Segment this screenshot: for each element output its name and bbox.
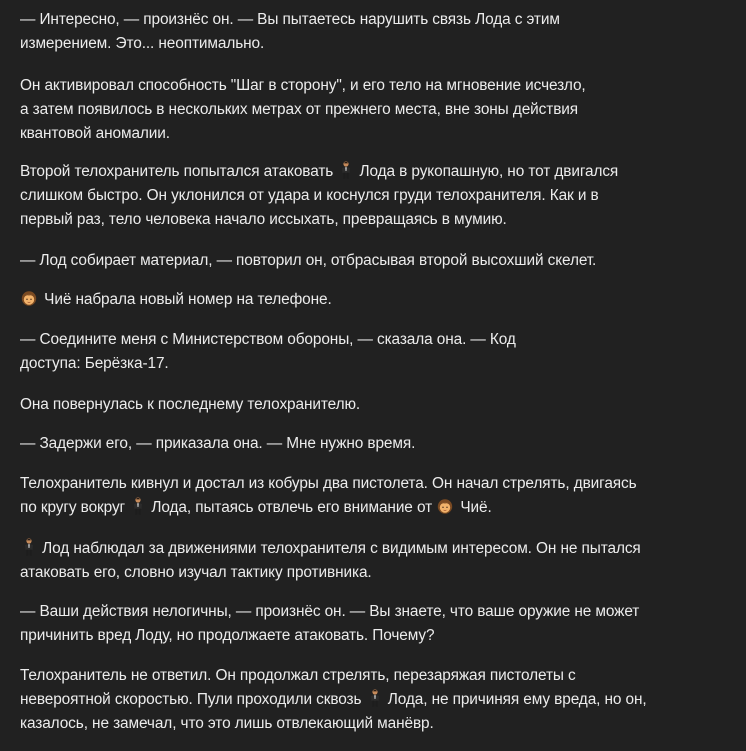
paragraph	[20, 537, 641, 585]
paragraph	[20, 472, 637, 520]
text-line: квантовой аномалии.	[20, 125, 170, 142]
text-fragment: Второй телохранитель попытался атаковать	[20, 163, 338, 180]
girl-face-icon	[20, 289, 38, 307]
paragraph	[20, 328, 516, 376]
paragraph	[20, 249, 596, 273]
paragraph	[20, 393, 360, 417]
text-line: — Соедините меня с Министерством обороны, — сказала она. — Код	[20, 331, 516, 348]
text-fragment: по кругу вокруг	[20, 499, 130, 516]
text-fragment: невероятной скоростью. Пули проходили сквозь	[20, 691, 366, 708]
paragraph	[20, 74, 586, 146]
girl-face-icon	[436, 497, 454, 515]
text-line: — Лод собирает материал, — повторил он, отбрасывая второй высохший скелет.	[20, 252, 597, 269]
text-line: — Задержи его, — приказала она. — Мне нужно время.	[20, 435, 416, 452]
text-line: Он активировал способность "Шаг в сторону", и его тело на мгновение исчезло,	[20, 77, 586, 94]
text-line: слишком быстро. Он уклонился от удара и коснулся груди телохранителя. Как и в	[20, 187, 599, 204]
paragraph	[20, 664, 647, 736]
paragraph	[20, 432, 415, 456]
paragraph	[20, 288, 332, 312]
text-fragment: Лода, пытаясь отвлечь его внимание от	[147, 499, 437, 516]
text-line: причинить вред Лоду, но продолжаете атаковать. Почему?	[20, 627, 435, 644]
man-in-suit-icon	[368, 689, 382, 707]
text-fragment: Чиё.	[456, 499, 492, 516]
man-in-suit-icon	[22, 538, 36, 556]
man-in-suit-icon	[131, 497, 145, 515]
text-line: первый раз, тело человека начало иссыхать, превращаясь в мумию.	[20, 211, 507, 228]
paragraph	[20, 8, 560, 56]
text-fragment: Лода в рукопашную, но тот двигался	[355, 163, 619, 180]
text-line: казалось, не замечал, что это лишь отвлекающий манёвр.	[20, 715, 434, 732]
text-line: — Ваши действия нелогичны, — произнёс он. — Вы знаете, что ваше оружие не может	[20, 603, 640, 620]
text-fragment: Лод наблюдал за движениями телохранителя с видимым интересом. Он не пытался	[38, 540, 641, 557]
paragraph	[20, 160, 618, 232]
text-line: измерением. Это... неоптимально.	[20, 35, 265, 52]
paragraph	[20, 600, 639, 648]
text-fragment: Чиё набрала новый номер на телефоне.	[40, 291, 332, 308]
text-line: Телохранитель кивнул и достал из кобуры два пистолета. Он начал стрелять, двигаясь	[20, 475, 637, 492]
text-line: Телохранитель не ответил. Он продолжал стрелять, перезаряжая пистолеты с	[20, 667, 576, 684]
text-fragment: Лода, не причиняя ему вреда, но он,	[383, 691, 647, 708]
text-line: доступа: Берёзка-17.	[20, 355, 169, 372]
text-line: а затем появилось в нескольких метрах от прежнего места, вне зоны действия	[20, 101, 579, 118]
text-line: атаковать его, словно изучал тактику противника.	[20, 564, 372, 581]
text-line: Она повернулась к последнему телохранителю.	[20, 396, 361, 413]
text-line: — Интересно, — произнёс он. — Вы пытаетесь нарушить связь Лода с этим	[20, 11, 560, 28]
man-in-suit-icon	[339, 161, 353, 179]
